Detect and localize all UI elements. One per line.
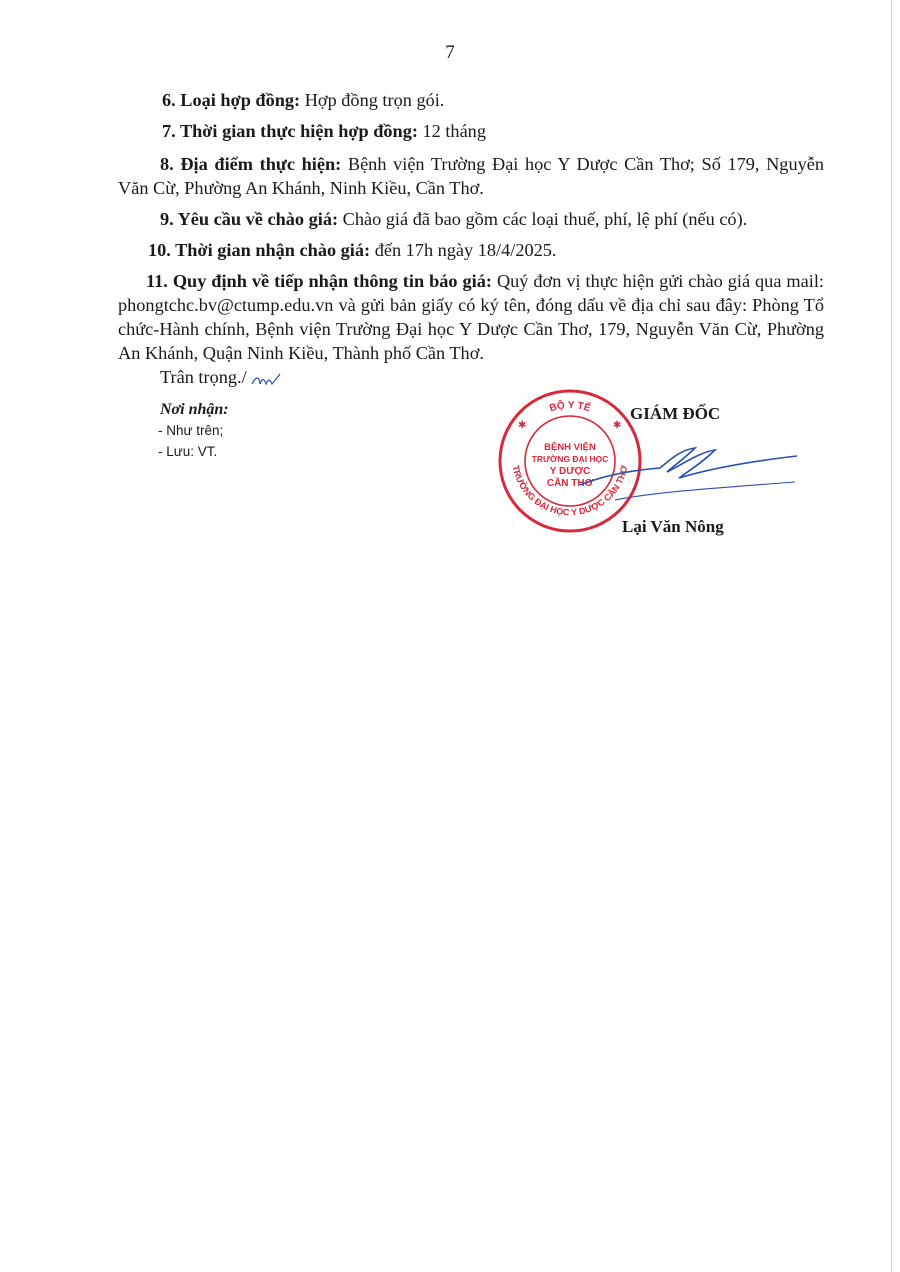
handwritten-signature bbox=[575, 430, 805, 510]
item-quote-deadline bbox=[148, 238, 824, 262]
item-contract-duration bbox=[162, 119, 822, 143]
svg-text:TRƯỜNG ĐẠI HỌC Y DƯỢC CẦN THƠ: TRƯỜNG ĐẠI HỌC Y DƯỢC CẦN THƠ bbox=[510, 464, 630, 518]
item-text: Quý đơn vị thực hiện gửi chào giá qua mail: phongtchc.bv@ctump.edu.vn và gửi bản giấy có ký tên, đóng dấu về địa chỉ sau đây: Phòng Tổ chức-Hành chính, Bệnh viện Trường Đại học Y Dược Cần Thơ, 179, Nguyễn Văn Cừ, Phường An Khánh, Quận Ninh Kiều, Thành phố Cần Thơ. bbox=[118, 271, 824, 363]
initials-mark bbox=[250, 370, 290, 390]
item-location bbox=[118, 152, 824, 200]
signer-name: Lại Văn Nông bbox=[622, 517, 724, 536]
closing-text: Trân trọng./ bbox=[160, 367, 247, 387]
item-label: 11. Quy định về tiếp nhận thông tin báo giá: bbox=[146, 271, 492, 291]
item-quote-submission bbox=[118, 269, 824, 365]
svg-text:✱: ✱ bbox=[613, 420, 622, 431]
item-label: 7. Thời gian thực hiện hợp đồng: bbox=[162, 121, 418, 141]
svg-text:BỘ Y TẾ: BỘ Y TẾ bbox=[548, 399, 592, 415]
item-text: 12 tháng bbox=[417, 121, 486, 141]
recipients-title: Nơi nhận: bbox=[160, 401, 229, 418]
svg-text:TRƯỜNG ĐẠI HỌC: TRƯỜNG ĐẠI HỌC bbox=[531, 454, 609, 464]
svg-text:✱: ✱ bbox=[518, 420, 527, 431]
svg-text:BỆNH VIỆN: BỆNH VIỆN bbox=[544, 442, 596, 453]
item-text: Hợp đồng trọn gói. bbox=[300, 90, 445, 110]
item-quote-requirement bbox=[160, 207, 824, 231]
item-label: 6. Loại hợp đồng: bbox=[162, 90, 301, 110]
item-contract-type bbox=[162, 88, 822, 112]
page-number: 7 bbox=[445, 42, 455, 63]
signer-title: GIÁM ĐỐC bbox=[630, 404, 721, 423]
item-text: Bệnh viện Trường Đại học Y Dược Cần Thơ; Số 179, Nguyễn Văn Cừ, Phường An Khánh, Ninh Kiều, Cần Thơ. bbox=[118, 154, 824, 198]
item-label: 10. Thời gian nhận chào giá: bbox=[148, 240, 371, 260]
item-text: đến 17h ngày 18/4/2025. bbox=[370, 240, 557, 260]
recipient-item: - Lưu: VT. bbox=[158, 444, 218, 459]
item-text: Chào giá đã bao gồm các loại thuế, phí, lệ phí (nếu có). bbox=[338, 209, 748, 229]
svg-text:Y DƯỢC: Y DƯỢC bbox=[549, 466, 591, 477]
item-label: 9. Yêu cầu về chào giá: bbox=[160, 209, 339, 229]
svg-text:CẦN THƠ: CẦN THƠ bbox=[546, 478, 594, 489]
item-label: 8. Địa điểm thực hiện: bbox=[160, 154, 342, 174]
page-edge-line bbox=[891, 0, 892, 1272]
recipient-item: - Như trên; bbox=[158, 423, 224, 438]
